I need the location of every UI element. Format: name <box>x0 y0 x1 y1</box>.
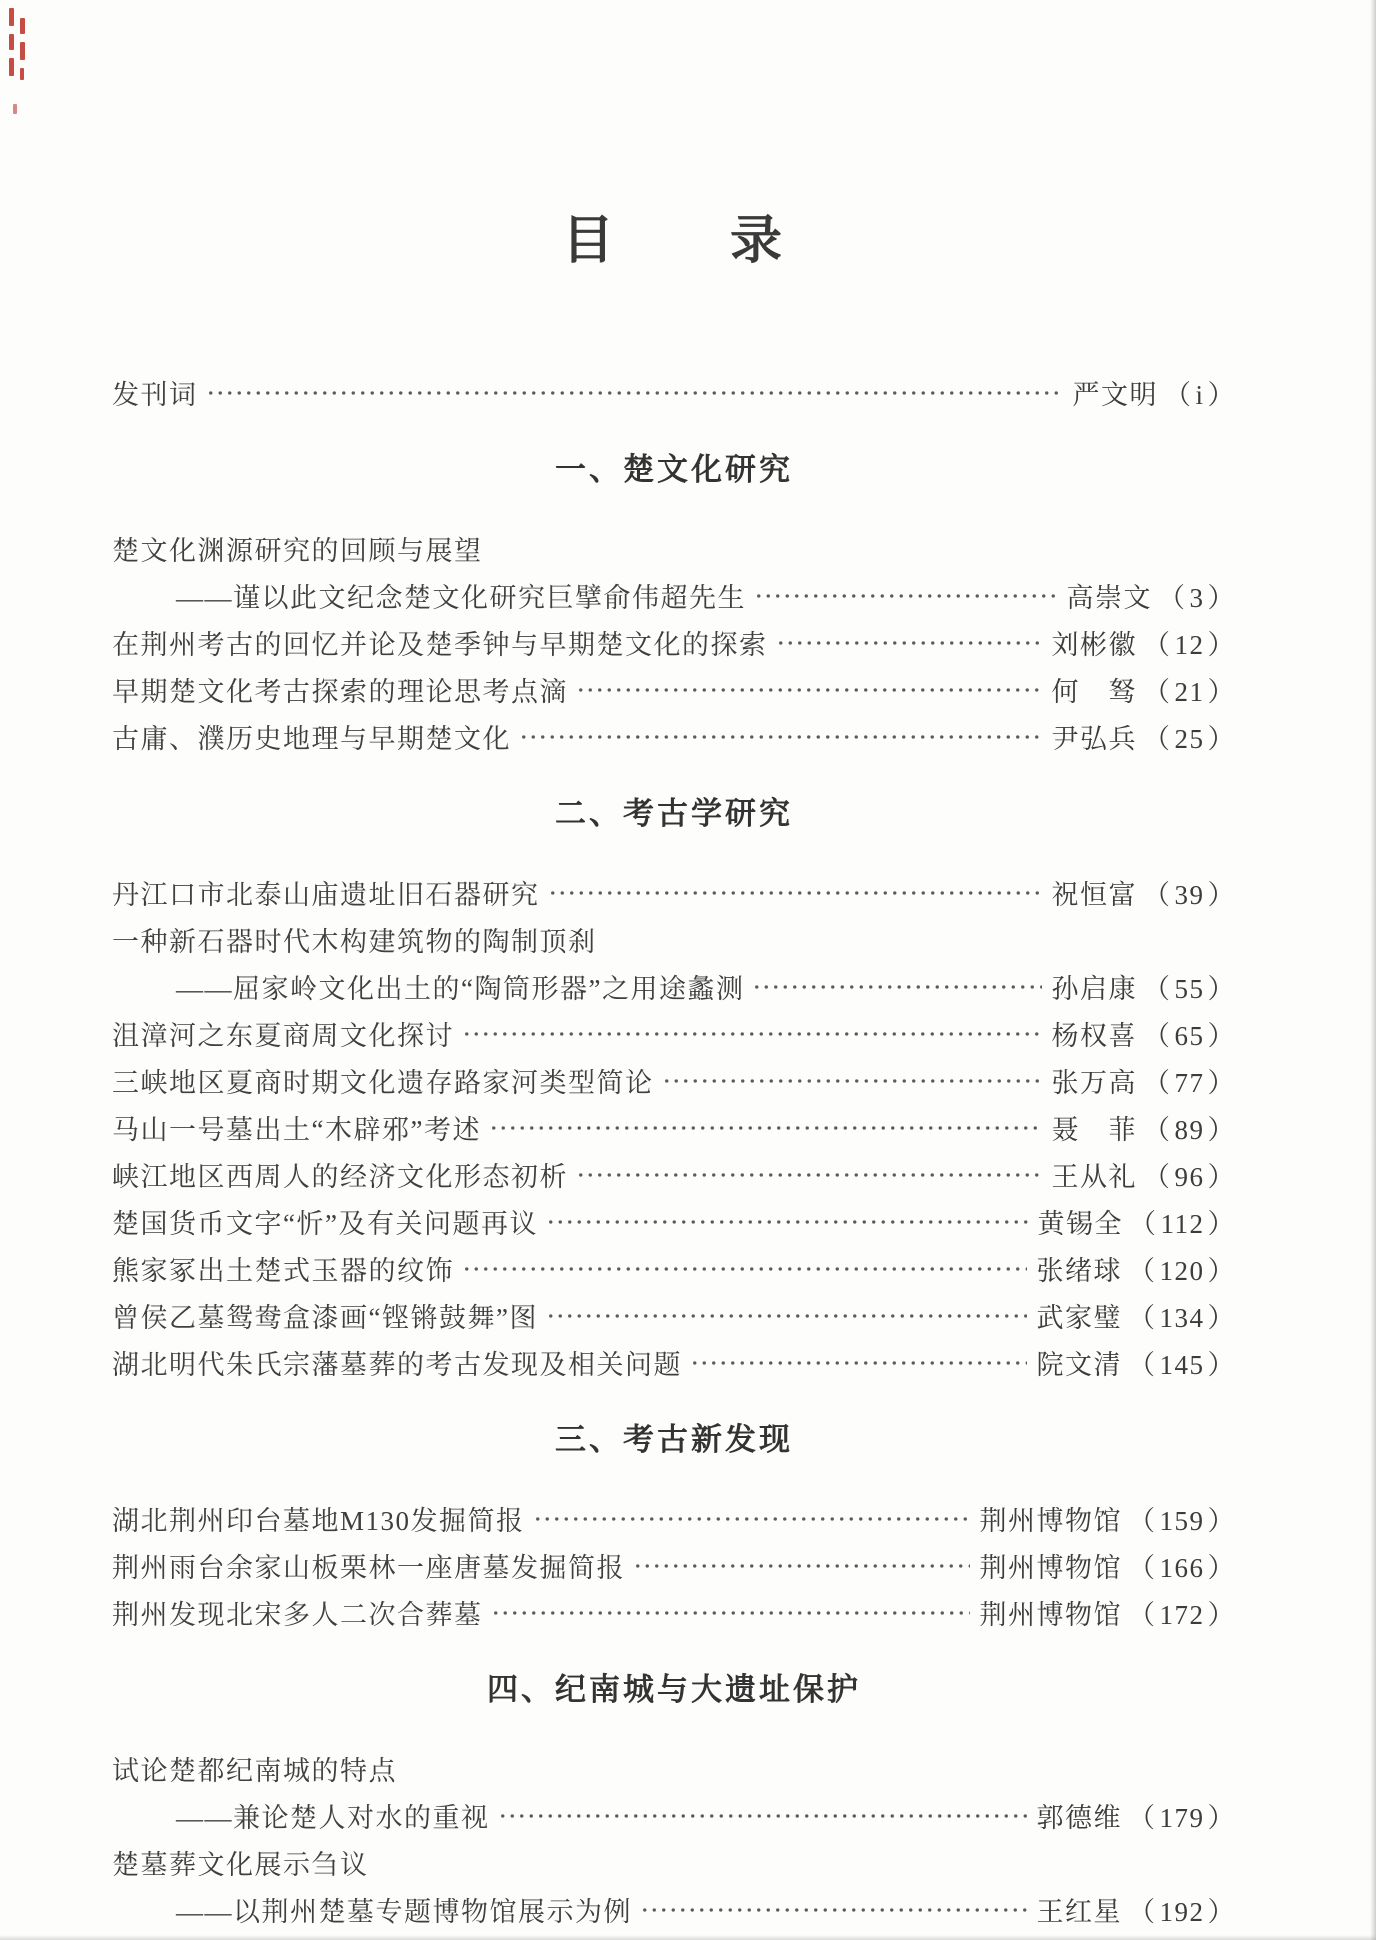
toc-entry <box>112 619 1236 666</box>
page-edge-shadow-right <box>1370 0 1376 1940</box>
page-number-value: 3 <box>1189 583 1205 613</box>
entry-main-line <box>112 572 1236 619</box>
entry-page-number <box>1143 967 1236 1006</box>
entry-leadin-title: 楚墓葬文化展示刍议 <box>112 1850 369 1880</box>
toc-entry <box>112 1057 1236 1104</box>
paren-open: （ <box>1143 1162 1172 1192</box>
entry-page-number <box>1128 1499 1236 1538</box>
paren-open: （ <box>1158 583 1187 613</box>
entry-title: 荆州雨台余家山板栗林一座唐墓发掘简报 <box>112 1553 625 1583</box>
dot-leader <box>498 1792 1027 1839</box>
dot-leader <box>548 869 1042 916</box>
entry-title: 曾侯乙墓鸳鸯盒漆画“铿锵鼓舞”图 <box>112 1303 538 1333</box>
paren-open: （ <box>1143 677 1172 707</box>
entry-title: 沮漳河之东夏商周文化探讨 <box>112 1021 454 1051</box>
paren-open: （ <box>1143 1021 1172 1051</box>
dot-leader <box>690 1339 1027 1386</box>
page-number-value: 145 <box>1159 1350 1205 1380</box>
entry-main-line <box>112 1104 1236 1151</box>
paren-open: （ <box>1128 1350 1157 1380</box>
page-number-value: 77 <box>1174 1068 1205 1098</box>
dot-leader <box>633 1542 970 1589</box>
paren-close: ） <box>1207 1803 1236 1833</box>
entry-page-number <box>1128 1546 1236 1585</box>
toc-entry <box>112 1542 1236 1589</box>
toc-entry <box>112 1495 1236 1542</box>
paren-close: ） <box>1207 974 1236 1004</box>
paren-open: （ <box>1163 380 1193 410</box>
dot-leader <box>206 369 1063 416</box>
entry-page-number <box>1129 1202 1236 1241</box>
entry-page-number <box>1164 373 1236 412</box>
toc-entry <box>112 525 1236 619</box>
entry-author: 张绪球 <box>1036 1256 1122 1286</box>
paren-close: ） <box>1207 630 1236 660</box>
page-number-value: 12 <box>1174 630 1205 660</box>
dot-leader <box>462 1010 1042 1057</box>
entry-author: 郭德维 <box>1036 1803 1122 1833</box>
entry-author: 王从礼 <box>1051 1162 1137 1192</box>
entry-title: ——兼论楚人对水的重视 <box>176 1803 490 1833</box>
entry-author: 祝恒富 <box>1051 880 1137 910</box>
page-number-value: 96 <box>1174 1162 1205 1192</box>
toc-entry <box>112 1198 1236 1245</box>
dot-leader <box>640 1886 1027 1933</box>
paren-open: （ <box>1143 974 1172 1004</box>
dot-leader <box>776 619 1042 666</box>
entry-title: 湖北荆州印台墓地M130发掘简报 <box>112 1506 525 1536</box>
page-number-value: 159 <box>1159 1506 1205 1536</box>
entry-main-line <box>112 666 1236 713</box>
paren-close: ） <box>1207 1068 1236 1098</box>
dot-leader <box>533 1495 970 1542</box>
entry-leadin-title: 楚文化渊源研究的回顾与展望 <box>112 536 483 566</box>
paren-open: （ <box>1128 1553 1157 1583</box>
paren-close: ） <box>1207 1553 1236 1583</box>
dot-leader <box>519 713 1042 760</box>
page-title: 目 录 <box>561 213 786 270</box>
entry-page-number <box>1143 873 1236 912</box>
entry-author: 杨权喜 <box>1051 1021 1137 1051</box>
section-heading: 三、考古新发现 <box>555 1422 793 1457</box>
entry-title: 楚国货币文字“忻”及有关问题再议 <box>112 1209 538 1239</box>
page-number-value: 120 <box>1159 1256 1205 1286</box>
entry-title: 古庸、濮历史地理与早期楚文化 <box>112 724 511 754</box>
entry-author: 院文清 <box>1036 1350 1122 1380</box>
paren-close: ） <box>1207 724 1236 754</box>
toc-entry <box>112 713 1236 760</box>
entry-title: 早期楚文化考古探索的理论思考点滴 <box>112 677 568 707</box>
toc-entry <box>112 1339 1236 1386</box>
paren-open: （ <box>1128 1803 1157 1833</box>
page-number-value: 39 <box>1174 880 1205 910</box>
paren-close: ） <box>1207 677 1236 707</box>
entry-title: 峡江地区西周人的经济文化形态初析 <box>112 1162 568 1192</box>
paren-open: （ <box>1143 1068 1172 1098</box>
entry-main-line <box>112 1010 1236 1057</box>
entry-page-number <box>1158 576 1236 615</box>
entry-page-number <box>1143 670 1236 709</box>
toc-entry <box>112 869 1236 916</box>
paren-close: ） <box>1207 1209 1236 1239</box>
toc-entry <box>112 1292 1236 1339</box>
entry-title: 丹江口市北泰山庙遗址旧石器研究 <box>112 880 540 910</box>
entry-author: 高崇文 <box>1066 583 1152 613</box>
page-edge-shadow-bottom <box>0 1935 1376 1940</box>
toc-entry <box>112 1010 1236 1057</box>
paren-close: ） <box>1207 1256 1236 1286</box>
paren-close: ） <box>1207 1506 1236 1536</box>
entry-title: ——屈家岭文化出土的“陶筒形器”之用途蠡测 <box>176 974 745 1004</box>
entry-main-line <box>112 1886 1236 1933</box>
page-number-value: 166 <box>1159 1553 1205 1583</box>
entry-title: ——谨以此文纪念楚文化研究巨擘俞伟超先生 <box>176 583 746 613</box>
page-number-value: 192 <box>1159 1897 1205 1927</box>
dot-leader <box>491 1589 970 1636</box>
paren-open: （ <box>1143 880 1172 910</box>
entry-page-number <box>1143 717 1236 756</box>
entry-main-line <box>112 1198 1236 1245</box>
entry-leadin-title: 一种新石器时代木构建筑物的陶制顶刹 <box>112 927 597 957</box>
entry-main-line <box>112 1245 1236 1292</box>
paren-close: ） <box>1207 1600 1236 1630</box>
section-heading: 四、纪南城与大遗址保护 <box>487 1672 861 1707</box>
entry-author: 武家璧 <box>1036 1303 1122 1333</box>
paren-open: （ <box>1128 1256 1157 1286</box>
entry-title: 在荆州考古的回忆并论及楚季钟与早期楚文化的探索 <box>112 630 768 660</box>
paren-open: （ <box>1143 630 1172 660</box>
entry-page-number <box>1143 1108 1236 1147</box>
page-number-value: 65 <box>1174 1021 1205 1051</box>
dot-leader <box>662 1057 1042 1104</box>
page-number-value: 21 <box>1174 677 1205 707</box>
entry-main-line <box>112 1542 1236 1589</box>
entry-page-number <box>1143 623 1236 662</box>
entry-main-line <box>112 713 1236 760</box>
dot-leader <box>462 1245 1027 1292</box>
entry-author: 荆州博物馆 <box>979 1506 1122 1536</box>
entry-main-line <box>112 1292 1236 1339</box>
page-number-value: 25 <box>1174 724 1205 754</box>
entry-author: 荆州博物馆 <box>979 1553 1122 1583</box>
entry-page-number <box>1128 1343 1236 1382</box>
entry-title: 湖北明代朱氏宗藩墓葬的考古发现及相关问题 <box>112 1350 682 1380</box>
toc-entry <box>112 369 1236 416</box>
entry-main-line <box>112 1057 1236 1104</box>
toc-sections <box>112 444 1236 1933</box>
entry-title: ——以荆州楚墓专题博物馆展示为例 <box>176 1897 632 1927</box>
entry-author: 尹弘兵 <box>1051 724 1137 754</box>
entry-author: 刘彬徽 <box>1051 630 1137 660</box>
entry-main-line <box>112 1339 1236 1386</box>
toc-entry <box>112 1589 1236 1636</box>
paren-open: （ <box>1128 1303 1157 1333</box>
dot-leader <box>546 1198 1028 1245</box>
entry-page-number <box>1143 1155 1236 1194</box>
entry-page-number <box>1128 1593 1236 1632</box>
toc-entry <box>112 1245 1236 1292</box>
entry-author: 荆州博物馆 <box>979 1600 1122 1630</box>
page-number-value: 55 <box>1174 974 1205 1004</box>
entry-title: 荆州发现北宋多人二次合葬墓 <box>112 1600 483 1630</box>
entry-author: 聂 菲 <box>1051 1115 1137 1145</box>
dot-leader <box>752 963 1041 1010</box>
entry-page-number <box>1143 1014 1236 1053</box>
entry-author: 张万高 <box>1051 1068 1137 1098</box>
dot-leader <box>754 572 1057 619</box>
page-number-value: 112 <box>1160 1209 1205 1239</box>
page-number-value: 89 <box>1174 1115 1205 1145</box>
dot-leader <box>576 1151 1042 1198</box>
page-number-value: 179 <box>1159 1803 1205 1833</box>
paren-close: ） <box>1207 1021 1236 1051</box>
entry-title: 发刊词 <box>112 380 198 410</box>
paren-open: （ <box>1128 1600 1157 1630</box>
entry-main-line <box>112 1589 1236 1636</box>
paren-open: （ <box>1143 1115 1172 1145</box>
entry-page-number <box>1143 1061 1236 1100</box>
page-number-value: 134 <box>1159 1303 1205 1333</box>
entry-main-line <box>112 1151 1236 1198</box>
paren-open: （ <box>1143 724 1172 754</box>
paren-open: （ <box>1128 1506 1157 1536</box>
entry-author: 何 驽 <box>1051 677 1137 707</box>
toc-entry <box>112 916 1236 1010</box>
entry-page-number <box>1128 1249 1236 1288</box>
entry-leadin-title: 试论楚都纪南城的特点 <box>112 1756 397 1786</box>
dot-leader <box>546 1292 1027 1339</box>
paren-close: ） <box>1207 1162 1236 1192</box>
toc-entry <box>112 1104 1236 1151</box>
section-heading: 一、楚文化研究 <box>555 452 793 487</box>
toc-entry <box>112 666 1236 713</box>
entry-main-line <box>112 1792 1236 1839</box>
paren-close: ） <box>1207 583 1236 613</box>
paren-close: ） <box>1207 1115 1236 1145</box>
entry-author: 黄锡全 <box>1037 1209 1123 1239</box>
entry-page-number <box>1128 1796 1236 1835</box>
page-number-value: 172 <box>1159 1600 1205 1630</box>
entry-title: 三峡地区夏商时期文化遗存路家河类型简论 <box>112 1068 654 1098</box>
entry-main-line <box>112 869 1236 916</box>
entry-title: 马山一号墓出土“木辟邪”考述 <box>112 1115 481 1145</box>
entry-author: 孙启康 <box>1051 974 1137 1004</box>
toc-entry <box>112 1839 1236 1933</box>
paren-close: ） <box>1207 380 1236 410</box>
front-matter <box>112 369 1236 416</box>
dot-leader <box>576 666 1042 713</box>
entry-page-number <box>1128 1890 1236 1929</box>
paren-close: ） <box>1207 1897 1236 1927</box>
entry-page-number <box>1128 1296 1236 1335</box>
paren-close: ） <box>1207 1350 1236 1380</box>
page-number-value: i <box>1195 380 1205 410</box>
entry-author: 严文明 <box>1072 380 1158 410</box>
paren-close: ） <box>1207 1303 1236 1333</box>
paren-open: （ <box>1128 1897 1157 1927</box>
dot-leader <box>489 1104 1042 1151</box>
paren-open: （ <box>1129 1209 1158 1239</box>
entry-main-line <box>112 619 1236 666</box>
paren-close: ） <box>1207 880 1236 910</box>
entry-main-line <box>112 963 1236 1010</box>
section-heading: 二、考古学研究 <box>555 796 793 831</box>
entry-title: 熊家冢出土楚式玉器的纹饰 <box>112 1256 454 1286</box>
entry-main-line <box>112 1495 1236 1542</box>
toc-entry <box>112 1151 1236 1198</box>
entry-main-line <box>112 369 1236 416</box>
toc-entry <box>112 1745 1236 1839</box>
entry-author: 王红星 <box>1036 1897 1122 1927</box>
